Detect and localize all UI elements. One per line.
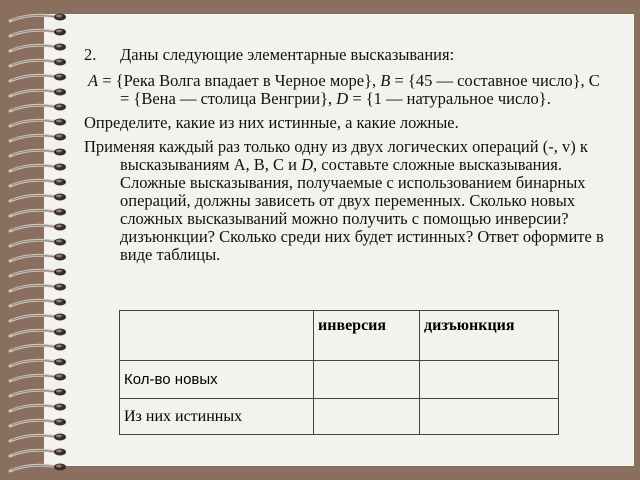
var-d: D [336, 89, 349, 108]
var-a: A [88, 71, 99, 90]
header-disjunction: дизъюнкция [420, 311, 559, 361]
header-inversion: инверсия [314, 311, 420, 361]
row-label-new: Кол-во новых [120, 361, 314, 399]
question-2-part1: Применяя каждый раз только одну из двух логических операций (-, v) к высказываниям A, B, C и [84, 137, 588, 174]
table-corner-cell [120, 311, 314, 361]
cell-new-inversion[interactable] [314, 361, 420, 399]
answer-table [119, 310, 559, 435]
cell-true-disjunction[interactable] [420, 399, 559, 435]
cell-new-disjunction[interactable] [420, 361, 559, 399]
notebook-spiral [0, 0, 70, 480]
intro-text: Даны следующие элементарные высказывания: [120, 45, 455, 64]
row-label-true: Из них истинных [120, 399, 314, 435]
statement-a: = {Река Волга впадает в Черное море}, [98, 71, 381, 90]
problem-number: 2. [84, 45, 97, 64]
table-header-row [120, 311, 559, 361]
var-b: B [380, 71, 391, 90]
table-row [120, 361, 559, 399]
question-2 [84, 138, 604, 264]
statements-line [84, 72, 604, 108]
question-2-part2: , составьте сложные высказывания. Сложные высказывания, получаемые с использованием бинарных операций, должны зависеть от двух переменных. Сколько новых сложных высказываний можно получить с помощью инверсии? дизъюнкции? Сколько среди них будет истинных? Ответ оформите в виде таблицы. [120, 155, 604, 264]
table-row [120, 399, 559, 435]
cell-true-inversion[interactable] [314, 399, 420, 435]
statement-d: = {1 — натуральное число}. [348, 89, 551, 108]
question-1: Определите, какие из них истинные, а какие ложные. [84, 113, 459, 132]
question-2-var-d: D [301, 155, 314, 174]
problem-text [84, 46, 604, 272]
statement-b-c: = {45 — составное число}, С = {Вена — столица Венгрии}, [120, 71, 600, 108]
problem-intro [84, 46, 604, 64]
